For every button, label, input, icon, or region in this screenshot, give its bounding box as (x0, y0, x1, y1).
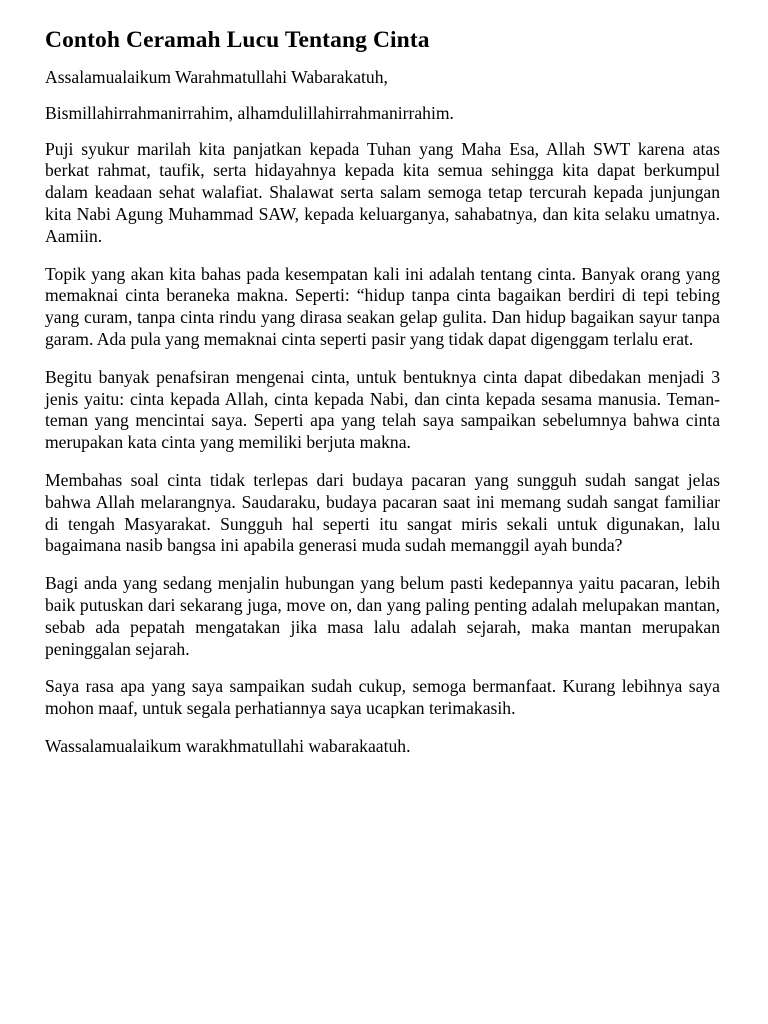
document-page (45, 26, 720, 774)
love-types-paragraph: Begitu banyak penafsiran mengenai cinta, untuk bentuknya cinta dapat dibedakan menjadi 3 jenis yaitu: cinta kepada Allah, cinta kepada Nabi, dan cinta kepada sesama manusia. Teman-teman yang mencintai saya. Seperti apa yang telah saya sampaikan sebelumnya bahwa cinta merupakan kata cinta yang memiliki berjuta makna. (45, 366, 720, 453)
closing-paragraph: Saya rasa apa yang saya sampaikan sudah cukup, semoga bermanfaat. Kurang lebihnya saya mohon maaf, untuk segala perhatiannya saya ucapkan terimakasih. (45, 676, 720, 719)
greeting-paragraph: Assalamualaikum Warahmatullahi Wabarakatuh, (45, 67, 388, 87)
document-title: Contoh Ceramah Lucu Tentang Cinta (45, 27, 430, 53)
farewell-paragraph: Wassalamualaikum warakhmatullahi wabarakaatuh. (45, 735, 411, 756)
dating-culture-paragraph: Membahas soal cinta tidak terlepas dari budaya pacaran yang sungguh sudah sangat jelas bahwa Allah melarangnya. Saudaraku, budaya pacaran saat ini memang sudah sangat familiar di tengah Masyarakat. Sungguh hal seperti itu sangat miris sekali untuk digunakan, lalu bagaimana nasib bangsa ini apabila generasi muda sudah memanggil ayah bunda? (45, 469, 720, 556)
opening-paragraph: Puji syukur marilah kita panjatkan kepada Tuhan yang Maha Esa, Allah SWT karena atas berkat rahmat, taufik, serta hidayahnya kepada kita semua sehingga kita dapat berkumpul dalam keadaan sehat walafiat. Shalawat serta salam semoga tetap tercurah kepada junjungan kita Nabi Agung Muhammad SAW, kepada keluarganya, sahabatnya, dan kita selaku umatnya. Aamiin. (45, 138, 720, 246)
topic-paragraph: Topik yang akan kita bahas pada kesempatan kali ini adalah tentang cinta. Banyak orang yang memaknai cinta beraneka makna. Seperti: “hidup tanpa cinta bagaikan berdiri di tepi tebing yang curam, tanpa cinta rindu yang dirasa seakan gelap gulita. Dan hidup bagaikan sayur tanpa garam. Ada pula yang memaknai cinta seperti pasir yang tidak dapat digenggam terlalu erat. (45, 263, 720, 349)
advice-paragraph: Bagi anda yang sedang menjalin hubungan yang belum pasti kedepannya yaitu pacaran, lebih baik putuskan dari sekarang juga, move on, dan yang paling penting adalah melupakan mantan, sebab ada pepatah mengatakan jika masa lalu adalah sejarah, maka mantan merupakan peninggalan sejarah. (45, 573, 720, 659)
basmalah-paragraph: Bismillahirrahmanirrahim, alhamdulillahirrahmanirrahim. (45, 102, 454, 123)
